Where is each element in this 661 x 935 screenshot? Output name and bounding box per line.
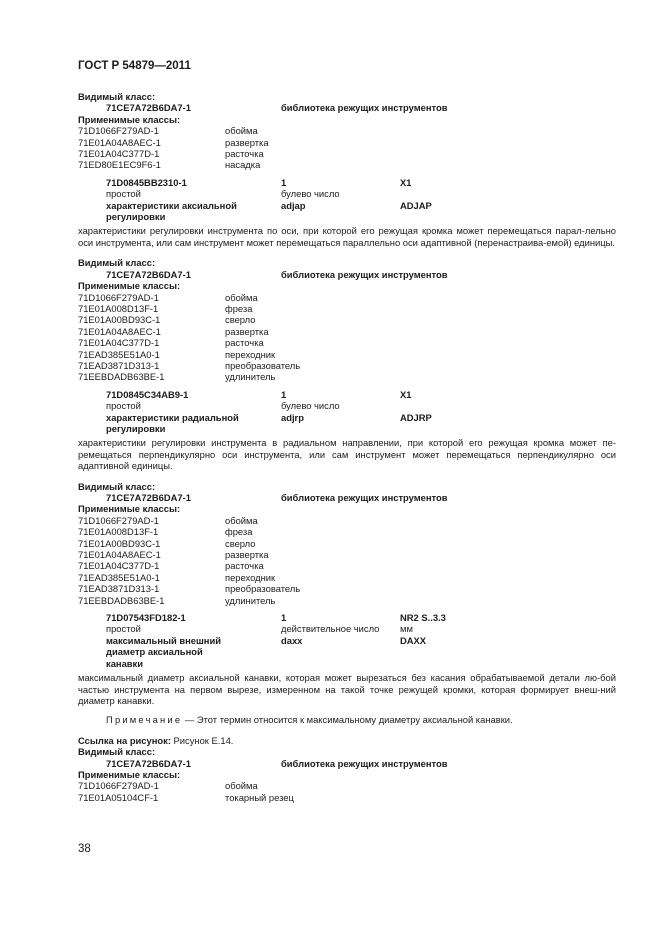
applicable-class-row bbox=[78, 583, 616, 594]
class-description: библиотека режущих инструментов bbox=[281, 757, 448, 769]
attribute-row bbox=[78, 423, 616, 434]
attribute-definition: характеристики регулировки инструмента в радиальном направлении, при которой его режущая кромка может пе-ремещаться перпендикулярно оси инструмента, или сам инструмент может перемещаться перпендикулярно оси адаптивной единицы. bbox=[78, 437, 616, 472]
attribute-cell: 71D07543FD182-1 bbox=[106, 612, 186, 624]
applicable-class-name: переходник bbox=[225, 348, 276, 360]
page-header: ГОСТ Р 54879—2011 bbox=[78, 60, 191, 72]
note-text: Этот термин относится к максимальному диаметру аксиальной канавки. bbox=[196, 714, 513, 726]
applicable-class-id: 71D1066F279AD-1 bbox=[78, 125, 159, 137]
applicable-class-name: расточка bbox=[225, 148, 264, 160]
attribute-grid bbox=[78, 177, 616, 223]
attribute-cell bbox=[281, 646, 400, 657]
figure-reference-value: Рисунок Е.14. bbox=[173, 734, 234, 746]
applicable-class-id: 71E01A04A8AEC-1 bbox=[78, 325, 161, 337]
applicable-class-row bbox=[78, 780, 616, 791]
applicable-class-name: расточка bbox=[225, 337, 264, 349]
attribute-cell: действительное число bbox=[281, 623, 380, 635]
visible-class-label: Видимый класс: bbox=[78, 480, 156, 492]
attribute-grid bbox=[78, 612, 616, 669]
attribute-cell: 71D0845BB2310-1 bbox=[106, 176, 187, 188]
attribute-cell: характеристики аксиальной bbox=[106, 199, 237, 211]
applicable-class-id: 71E01A04A8AEC-1 bbox=[78, 549, 161, 561]
page-number: 38 bbox=[78, 843, 91, 855]
attribute-cell: DAXX bbox=[400, 634, 427, 646]
applicable-class-name: преобразователь bbox=[225, 359, 301, 371]
attribute-row bbox=[78, 389, 616, 400]
applicable-class-id: 71ED80E1EC9F6-1 bbox=[78, 159, 161, 171]
class-key: 71CE7A72B6DA7-1 bbox=[106, 492, 191, 503]
applicable-classes-label: Применимые классы: bbox=[78, 280, 181, 292]
class-block bbox=[78, 91, 616, 248]
applicable-class-id: 71E01A05104CF-1 bbox=[78, 791, 159, 803]
attribute-cell: канавки bbox=[106, 657, 144, 669]
attribute-row bbox=[78, 658, 616, 669]
attribute-grid bbox=[78, 389, 616, 435]
attribute-cell: adjap bbox=[281, 199, 306, 211]
applicable-class-id: 71D1066F279AD-1 bbox=[78, 514, 159, 526]
applicable-class-row bbox=[78, 538, 616, 549]
class-key-row bbox=[78, 492, 616, 503]
note-label: Примечание bbox=[106, 714, 183, 726]
applicable-class-id: 71E01A00BD93C-1 bbox=[78, 537, 161, 549]
applicable-class-row bbox=[78, 349, 616, 360]
attribute-cell bbox=[281, 423, 400, 434]
attribute-definition: характеристики регулировки инструмента по оси, при которой его режущая кромка может перемещаться парал-лельно оси инструмента, или сам инструмент может перемещаться параллельно оси адаптивной (перенастраива-емой) единицы. bbox=[78, 225, 616, 248]
applicable-class-row bbox=[78, 595, 616, 606]
applicable-class-name: удлинитель bbox=[225, 371, 276, 383]
attribute-cell: булево число bbox=[281, 188, 340, 200]
applicable-class-row bbox=[78, 560, 616, 571]
applicable-class-name: токарный резец bbox=[225, 791, 294, 803]
applicable-class-name: развертка bbox=[225, 549, 269, 561]
applicable-class-name: сверло bbox=[225, 537, 256, 549]
applicable-class-row bbox=[78, 326, 616, 337]
applicable-class-name: обойма bbox=[225, 514, 258, 526]
applicable-class-id: 71E01A008D13F-1 bbox=[78, 302, 159, 314]
applicable-class-row bbox=[78, 337, 616, 348]
applicable-class-name: обойма bbox=[225, 125, 258, 137]
attribute-row bbox=[78, 211, 616, 222]
applicable-class-name: фреза bbox=[225, 526, 253, 538]
class-key-row bbox=[78, 102, 616, 113]
applicable-class-row bbox=[78, 125, 616, 136]
applicable-class-id: 71E01A008D13F-1 bbox=[78, 526, 159, 538]
applicable-class-name: развертка bbox=[225, 136, 269, 148]
attribute-cell: диаметр аксиальной bbox=[106, 646, 203, 658]
attribute-row bbox=[78, 177, 616, 188]
attribute-cell bbox=[281, 658, 400, 669]
applicable-class-id: 71EAD3871D313-1 bbox=[78, 359, 160, 371]
applicable-class-id: 71EEBDADB63BE-1 bbox=[78, 371, 165, 383]
attribute-cell: простой bbox=[106, 188, 141, 200]
class-key: 71CE7A72B6DA7-1 bbox=[106, 102, 191, 114]
class-description: библиотека режущих инструментов bbox=[281, 268, 448, 280]
applicable-class-id: 71E01A04C377D-1 bbox=[78, 337, 160, 349]
class-block bbox=[78, 481, 616, 726]
attribute-cell: NR2 S..3.3 bbox=[400, 612, 446, 624]
class-key-row bbox=[78, 269, 616, 280]
applicable-class-id: 71EEBDADB63BE-1 bbox=[78, 594, 165, 606]
attribute-row bbox=[78, 623, 616, 634]
applicable-class-row bbox=[78, 159, 616, 170]
applicable-class-name: сверло bbox=[225, 314, 256, 326]
applicable-class-id: 71D1066F279AD-1 bbox=[78, 780, 159, 792]
applicable-classes-label: Применимые классы: bbox=[78, 503, 181, 515]
attribute-cell: 1 bbox=[281, 388, 287, 400]
applicable-class-name: насадка bbox=[225, 159, 261, 171]
attribute-cell: максимальный внешний bbox=[106, 634, 221, 646]
attribute-cell: простой bbox=[106, 623, 141, 635]
attribute-definition: максимальный диаметр аксиальной канавки, которая может вырезаться без касания обрабатываемой детали лю-бой частью инструмента на первом вырезе, измеренном на такой точке режущей кромки, которая формирует внеш-ний диаметр канавки. bbox=[78, 672, 616, 706]
class-description: библиотека режущих инструментов bbox=[281, 102, 448, 114]
attribute-cell: ADJRP bbox=[400, 411, 432, 423]
applicable-class-name: расточка bbox=[225, 560, 264, 572]
applicable-class-name: фреза bbox=[225, 302, 253, 314]
applicable-class-name: преобразователь bbox=[225, 583, 301, 595]
attribute-row bbox=[78, 612, 616, 623]
attribute-cell: регулировки bbox=[106, 211, 166, 223]
applicable-class-row bbox=[78, 371, 616, 382]
class-block bbox=[78, 735, 616, 803]
applicable-class-row bbox=[78, 515, 616, 526]
visible-class-label: Видимый класс: bbox=[78, 257, 156, 269]
applicable-class-row bbox=[78, 549, 616, 560]
applicable-class-name: обойма bbox=[225, 780, 258, 792]
note-dash: — bbox=[182, 714, 197, 726]
note bbox=[78, 714, 616, 725]
applicable-class-row bbox=[78, 360, 616, 371]
applicable-class-id: 71E01A00BD93C-1 bbox=[78, 314, 161, 326]
applicable-classes-label: Применимые классы: bbox=[78, 113, 181, 125]
applicable-class-name: удлинитель bbox=[225, 594, 276, 606]
visible-class-label: Видимый класс: bbox=[78, 746, 156, 758]
attribute-cell: X1 bbox=[400, 388, 412, 400]
applicable-class-name: развертка bbox=[225, 325, 269, 337]
attribute-cell: adjrp bbox=[281, 411, 304, 423]
class-key: 71CE7A72B6DA7-1 bbox=[106, 268, 191, 280]
applicable-classes-label: Применимые классы: bbox=[78, 768, 181, 780]
attribute-cell bbox=[281, 211, 400, 222]
figure-reference-label: Ссылка на рисунок: bbox=[78, 734, 171, 746]
attribute-cell: булево число bbox=[281, 400, 340, 412]
applicable-class-id: 71E01A04C377D-1 bbox=[78, 148, 160, 160]
attribute-row bbox=[78, 400, 616, 411]
document-body bbox=[78, 91, 616, 803]
applicable-class-name: обойма bbox=[225, 291, 258, 303]
applicable-class-row bbox=[78, 148, 616, 159]
attribute-cell: X1 bbox=[400, 176, 412, 188]
applicable-class-row bbox=[78, 572, 616, 583]
class-block bbox=[78, 257, 616, 471]
applicable-class-id: 71E01A04C377D-1 bbox=[78, 560, 160, 572]
figure-reference bbox=[78, 735, 616, 746]
attribute-row bbox=[78, 412, 616, 423]
attribute-cell: характеристики радиальной bbox=[106, 411, 239, 423]
applicable-class-row bbox=[78, 314, 616, 325]
class-description: библиотека режущих инструментов bbox=[281, 492, 448, 503]
applicable-class-name: переходник bbox=[225, 571, 276, 583]
applicable-class-row bbox=[78, 526, 616, 537]
applicable-class-id: 71EAD385E51A0-1 bbox=[78, 571, 160, 583]
attribute-cell: 1 bbox=[281, 176, 287, 188]
applicable-class-row bbox=[78, 292, 616, 303]
attribute-row bbox=[78, 188, 616, 199]
attribute-row bbox=[78, 646, 616, 657]
class-key: 71CE7A72B6DA7-1 bbox=[106, 757, 191, 769]
attribute-cell: мм bbox=[400, 623, 413, 635]
attribute-row bbox=[78, 635, 616, 646]
attribute-cell: регулировки bbox=[106, 422, 166, 434]
applicable-class-id: 71D1066F279AD-1 bbox=[78, 291, 159, 303]
applicable-class-row bbox=[78, 792, 616, 803]
attribute-cell: 1 bbox=[281, 612, 287, 624]
visible-class-label: Видимый класс: bbox=[78, 91, 156, 102]
attribute-row bbox=[78, 200, 616, 211]
attribute-cell: простой bbox=[106, 400, 141, 412]
applicable-class-id: 71EAD385E51A0-1 bbox=[78, 348, 160, 360]
applicable-class-id: 71EAD3871D313-1 bbox=[78, 583, 160, 595]
applicable-class-row bbox=[78, 137, 616, 148]
applicable-class-id: 71E01A04A8AEC-1 bbox=[78, 136, 161, 148]
class-key-row bbox=[78, 758, 616, 769]
attribute-cell: daxx bbox=[281, 634, 303, 646]
applicable-class-row bbox=[78, 303, 616, 314]
attribute-cell: ADJAP bbox=[400, 199, 432, 211]
attribute-cell: 71D0845C34AB9-1 bbox=[106, 388, 189, 400]
